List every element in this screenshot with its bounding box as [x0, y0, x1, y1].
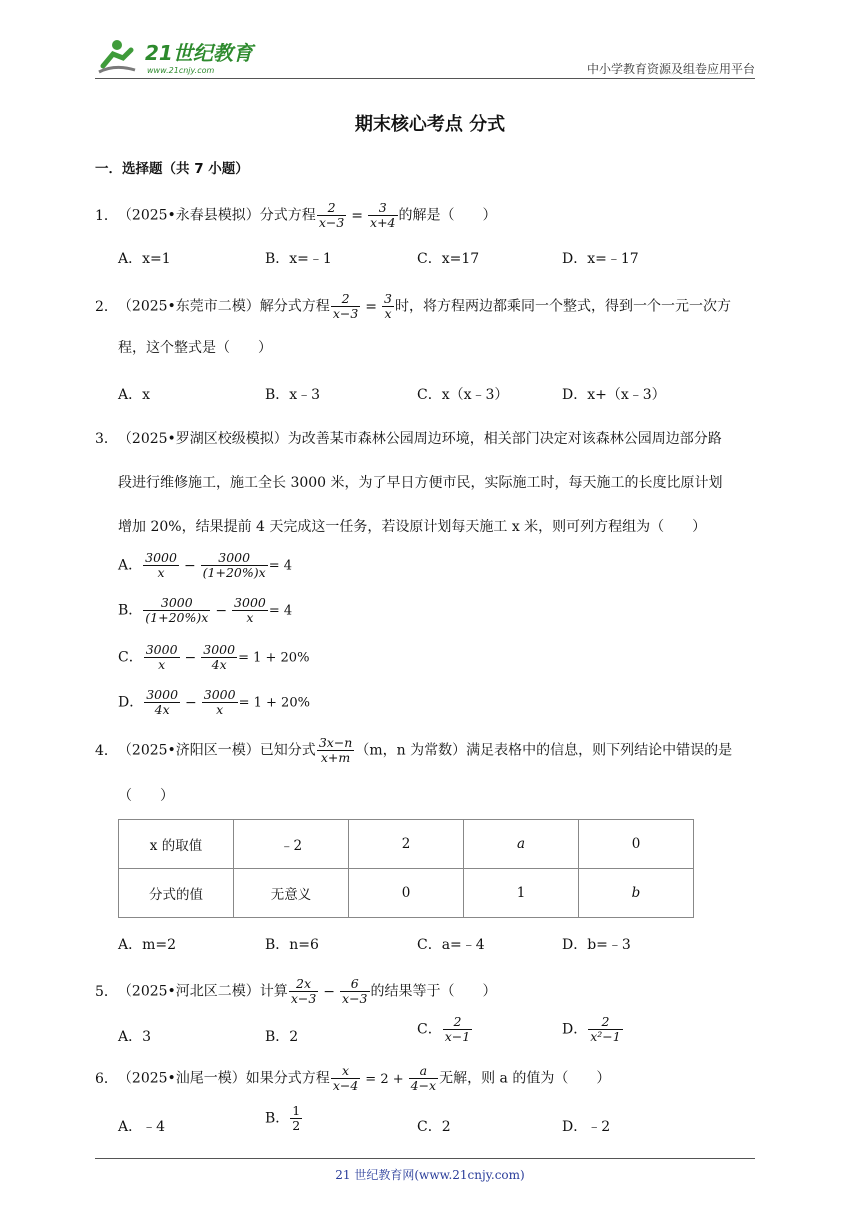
option-d: D． $\frac{3000}{4x}$ − $\frac{3000}{x}$ = 1 + 20%	[118, 687, 310, 717]
question-2-line2: 程，这个整式是（ ）	[118, 340, 272, 356]
fraction: $\frac{3x-n}{x+m}$	[318, 735, 353, 765]
fraction: $\frac{3}{x+4}$	[370, 200, 396, 230]
runner-logo-icon	[95, 36, 265, 78]
table-cell: x 的取值	[119, 820, 234, 869]
question-text: （2025•河北区二模）计算	[117, 983, 288, 1000]
fraction: $\frac{2}{x-3}$	[332, 291, 359, 321]
question-number: 2．	[95, 298, 118, 315]
option-c: C． $\frac{2}{x-1}$	[417, 1014, 471, 1044]
question-2: 2．（2025•东莞市二模）解分式方程 $\frac{2}{x-3}$ = $\frac{3}{x}$ 时，将方程两边都乘同一个整式，得到一个一元一次方	[95, 291, 731, 321]
question-3	[95, 429, 722, 449]
option-a: A．3	[118, 1029, 152, 1045]
option-b: B．x﹣3	[265, 387, 321, 403]
option-c: C．x（x﹣3）	[417, 387, 509, 403]
option-c: C．2	[417, 1119, 451, 1135]
fraction: $\frac{2}{x-3}$	[318, 200, 345, 230]
table-cell: b	[579, 869, 694, 918]
question-text: （2025•东莞市二模）解分式方程	[117, 298, 330, 315]
fraction: $\frac{a}{4-x}$	[410, 1063, 437, 1093]
question-number: 1．	[95, 207, 118, 224]
platform-label: 中小学教育资源及组卷应用平台	[586, 62, 755, 76]
question-text: 时，将方程两边都乘同一个整式，得到一个一元一次方	[394, 298, 731, 315]
question-3-line2: 段进行维修施工，施工全长 3000 米，为了早日方便市民，实际施工时，每天施工的长度比原计划	[118, 475, 723, 491]
option-b: B．x=﹣1	[265, 251, 332, 267]
option-b: B． $\frac{3000}{(1+20\%)x}$ − $\frac{3000}{x}$ = 4	[118, 595, 293, 625]
question-number: 5．	[95, 983, 118, 1000]
option-a: A． $\frac{3000}{x}$ − $\frac{3000}{(1+20\%)x}$ = 4	[118, 550, 292, 580]
header-divider	[95, 78, 755, 79]
option-a: A．m=2	[118, 937, 177, 953]
question-1: 1．（2025•永春县模拟）分式方程 $\frac{2}{x-3}$ = $\frac{3}{x+4}$ 的解是（ ）	[95, 200, 497, 230]
question-text: （2025•罗湖区校级模拟）为改善某市森林公园周边环境，相关部门决定对该森林公园周边部分路	[117, 431, 722, 447]
option-b: B．2	[265, 1029, 299, 1045]
table-row	[119, 820, 694, 869]
svg-text:www.21cnjy.com: www.21cnjy.com	[147, 66, 215, 75]
option-a: A．x	[118, 387, 151, 403]
table-cell: 无意义	[234, 869, 349, 918]
option-d: D．x=﹣17	[562, 251, 639, 267]
question-5: 5．（2025•河北区二模）计算 $\frac{2x}{x-3}$ − $\frac{6}{x-3}$ 的结果等于（ ）	[95, 976, 497, 1006]
question-number: 3．	[95, 431, 118, 447]
svg-text:21世纪教育: 21世纪教育	[145, 41, 253, 65]
footer-link[interactable]: 21 世纪教育网(www.21cnjy.com)	[335, 1168, 525, 1182]
value-table	[118, 819, 694, 918]
question-text: （2025•济阳区一模）已知分式	[117, 742, 316, 759]
option-c: C．x=17	[417, 251, 480, 267]
option-d: D．b=﹣3	[562, 937, 631, 953]
question-6: 6．（2025•汕尾一模）如果分式方程 $\frac{x}{x-4}$ = 2 + $\frac{a}{4-x}$ 无解，则 a 的值为（ ）	[95, 1063, 611, 1093]
table-cell: ﹣2	[234, 820, 349, 869]
page-title: 期末核心考点 分式	[354, 114, 506, 135]
table-cell: 0	[579, 820, 694, 869]
question-text: （2025•永春县模拟）分式方程	[117, 207, 316, 224]
section-heading: 一．选择题（共 7 小题）	[95, 161, 249, 177]
option-c: C． $\frac{3000}{x}$ − $\frac{3000}{4x}$ = 1 + 20%	[118, 642, 310, 672]
fraction: $\frac{2x}{x-3}$	[290, 976, 317, 1006]
question-3-line3: 增加 20%，结果提前 4 天完成这一任务，若设原计划每天施工 x 米，则可列方程组为（ ）	[118, 519, 707, 535]
fraction: $\frac{3}{x}$	[384, 291, 392, 321]
option-a: A．﹣4	[118, 1119, 166, 1135]
option-d: D．x+（x﹣3）	[562, 387, 666, 403]
table-cell: a	[464, 820, 579, 869]
table-cell: 2	[349, 820, 464, 869]
question-text: （m，n 为常数）满足表格中的信息，则下列结论中错误的是	[355, 742, 733, 759]
option-b: B． $\frac{1}{2}$	[265, 1103, 301, 1133]
site-logo	[95, 36, 265, 78]
question-text: 无解，则 a 的值为（ ）	[439, 1070, 611, 1087]
table-row	[119, 869, 694, 918]
question-text: 的结果等于（ ）	[370, 983, 497, 1000]
option-a: A．x=1	[118, 251, 171, 267]
option-b: B．n=6	[265, 937, 319, 953]
fraction: $\frac{x}{x-4}$	[332, 1063, 359, 1093]
question-number: 4．	[95, 742, 118, 759]
question-text: （2025•汕尾一模）如果分式方程	[117, 1070, 330, 1087]
option-d: D． $\frac{2}{\text{x²−1}}$	[562, 1014, 621, 1044]
fraction: $\frac{6}{x-3}$	[342, 976, 368, 1006]
question-4-line2: （ ）	[118, 788, 174, 804]
question-text: 的解是（ ）	[398, 207, 497, 224]
footer-divider	[95, 1158, 755, 1159]
question-4	[95, 736, 732, 765]
question-number: 6．	[95, 1070, 118, 1087]
table-cell: 1	[464, 869, 579, 918]
option-c: C．a=﹣4	[417, 937, 485, 953]
option-d: D．﹣2	[562, 1119, 611, 1135]
table-cell: 0	[349, 869, 464, 918]
table-cell: 分式的值	[119, 869, 234, 918]
